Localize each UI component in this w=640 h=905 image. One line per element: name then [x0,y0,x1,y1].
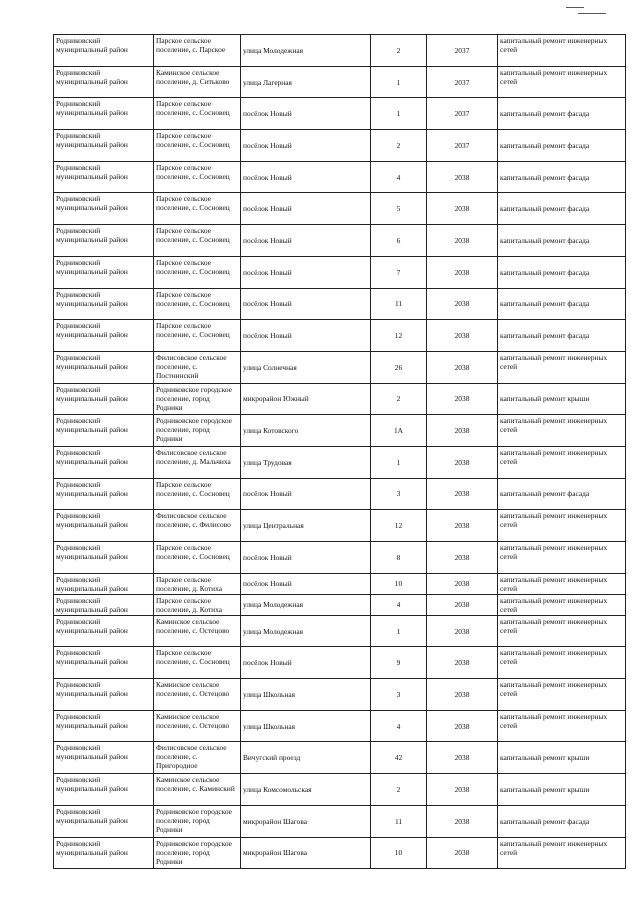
table-row [54,415,626,447]
table-row [54,742,626,774]
year-cell: 2038 [427,647,498,679]
table-row [54,225,626,257]
street-cell: улица Лагерная [241,66,371,98]
table-row [54,288,626,320]
district-cell: Родниковский муниципальный район [54,446,154,478]
street-cell: улица Комсомольская [241,774,371,806]
work-type-cell: капитальный ремонт инженерных сетей [498,647,626,679]
work-type-cell: капитальный ремонт инженерных сетей [498,415,626,447]
district-cell: Родниковский муниципальный район [54,193,154,225]
street-cell: посёлок Новый [241,98,371,130]
house-number-cell: 8 [371,542,427,574]
year-cell: 2038 [427,288,498,320]
work-type-cell: капитальный ремонт фасада [498,478,626,510]
district-cell: Родниковский муниципальный район [54,594,154,615]
settlement-cell: Парское сельское поселение, с. Сосновец [154,256,241,288]
year-cell: 2038 [427,225,498,257]
work-type-cell: капитальный ремонт фасада [498,98,626,130]
work-type-cell: капитальный ремонт крыши [498,383,626,415]
house-number-cell: 2 [371,35,427,67]
district-cell: Родниковский муниципальный район [54,615,154,647]
district-cell: Родниковский муниципальный район [54,542,154,574]
table-row [54,710,626,742]
year-cell: 2038 [427,193,498,225]
street-cell: посёлок Новый [241,288,371,320]
settlement-cell: Парское сельское поселение, с. Сосновец [154,478,241,510]
work-type-cell: капитальный ремонт фасада [498,288,626,320]
house-number-cell: 5 [371,193,427,225]
district-cell: Родниковский муниципальный район [54,478,154,510]
year-cell: 2038 [427,415,498,447]
year-cell: 2038 [427,510,498,542]
district-cell: Родниковский муниципальный район [54,415,154,447]
street-cell: микрорайон Шагова [241,837,371,869]
district-cell: Родниковский муниципальный район [54,383,154,415]
district-cell: Родниковский муниципальный район [54,805,154,837]
street-cell: улица Школьная [241,679,371,711]
house-number-cell: 1 [371,446,427,478]
work-type-cell: капитальный ремонт инженерных сетей [498,594,626,615]
district-cell: Родниковский муниципальный район [54,256,154,288]
table-row [54,256,626,288]
house-number-cell: 1А [371,415,427,447]
settlement-cell: Каминское сельское поселение, д. Ситьково [154,66,241,98]
work-type-cell: капитальный ремонт фасада [498,256,626,288]
work-type-cell: капитальный ремонт инженерных сетей [498,542,626,574]
table-row [54,320,626,352]
street-cell: улица Солнечная [241,351,371,383]
table-row [54,351,626,383]
settlement-cell: Филисовское сельское поселение, д. Мальчиха [154,446,241,478]
scan-mark [578,13,606,14]
street-cell: посёлок Новый [241,193,371,225]
work-type-cell: капитальный ремонт фасада [498,130,626,162]
house-number-cell: 12 [371,510,427,542]
street-cell: улица Центральная [241,510,371,542]
district-cell: Родниковский муниципальный район [54,710,154,742]
settlement-cell: Парское сельское поселение, д. Котиха [154,573,241,594]
year-cell: 2038 [427,478,498,510]
table-row [54,615,626,647]
street-cell: улица Котовского [241,415,371,447]
street-cell: посёлок Новый [241,256,371,288]
scan-mark [566,7,584,8]
table-row [54,383,626,415]
settlement-cell: Каминское сельское поселение, с. Остецово [154,615,241,647]
repair-schedule-table [53,34,626,869]
year-cell: 2038 [427,837,498,869]
street-cell: посёлок Новый [241,130,371,162]
work-type-cell: капитальный ремонт фасада [498,320,626,352]
year-cell: 2038 [427,351,498,383]
work-type-cell: капитальный ремонт инженерных сетей [498,710,626,742]
table-row [54,193,626,225]
year-cell: 2038 [427,742,498,774]
work-type-cell: капитальный ремонт крыши [498,742,626,774]
settlement-cell: Каминское сельское поселение, с. Остецово [154,679,241,711]
year-cell: 2038 [427,383,498,415]
street-cell: посёлок Новый [241,542,371,574]
settlement-cell: Парское сельское поселение, с. Сосновец [154,193,241,225]
year-cell: 2037 [427,130,498,162]
district-cell: Родниковский муниципальный район [54,573,154,594]
district-cell: Родниковский муниципальный район [54,130,154,162]
street-cell: посёлок Новый [241,647,371,679]
house-number-cell: 12 [371,320,427,352]
street-cell: посёлок Новый [241,320,371,352]
street-cell: посёлок Новый [241,225,371,257]
table-row [54,446,626,478]
district-cell: Родниковский муниципальный район [54,510,154,542]
settlement-cell: Родниковское городское поселение, город Родники [154,415,241,447]
house-number-cell: 11 [371,805,427,837]
year-cell: 2038 [427,573,498,594]
table-row [54,774,626,806]
district-cell: Родниковский муниципальный район [54,98,154,130]
house-number-cell: 9 [371,647,427,679]
district-cell: Родниковский муниципальный район [54,351,154,383]
house-number-cell: 1 [371,615,427,647]
district-cell: Родниковский муниципальный район [54,742,154,774]
work-type-cell: капитальный ремонт инженерных сетей [498,351,626,383]
house-number-cell: 7 [371,256,427,288]
work-type-cell: капитальный ремонт фасада [498,225,626,257]
year-cell: 2038 [427,256,498,288]
house-number-cell: 1 [371,98,427,130]
year-cell: 2038 [427,774,498,806]
year-cell: 2037 [427,66,498,98]
street-cell: улица Школьная [241,710,371,742]
year-cell: 2038 [427,679,498,711]
settlement-cell: Парское сельское поселение, с. Сосновец [154,130,241,162]
table-row [54,594,626,615]
settlement-cell: Парское сельское поселение, с. Сосновец [154,320,241,352]
house-number-cell: 3 [371,478,427,510]
street-cell: посёлок Новый [241,161,371,193]
district-cell: Родниковский муниципальный район [54,647,154,679]
settlement-cell: Каминское сельское поселение, с. Каминский [154,774,241,806]
settlement-cell: Филисовское сельское поселение, с. Постнинский [154,351,241,383]
work-type-cell: капитальный ремонт инженерных сетей [498,66,626,98]
settlement-cell: Парское сельское поселение, с. Сосновец [154,288,241,320]
table-row [54,66,626,98]
table-row [54,573,626,594]
table-row [54,98,626,130]
year-cell: 2038 [427,320,498,352]
table-row [54,805,626,837]
work-type-cell: капитальный ремонт фасада [498,193,626,225]
table-row [54,161,626,193]
district-cell: Родниковский муниципальный район [54,320,154,352]
district-cell: Родниковский муниципальный район [54,35,154,67]
settlement-cell: Филисовское сельское поселение, с. Пригородное [154,742,241,774]
house-number-cell: 4 [371,161,427,193]
district-cell: Родниковский муниципальный район [54,679,154,711]
table-row [54,647,626,679]
settlement-cell: Каминское сельское поселение, с. Остецово [154,710,241,742]
house-number-cell: 6 [371,225,427,257]
table-row [54,478,626,510]
work-type-cell: капитальный ремонт инженерных сетей [498,679,626,711]
settlement-cell: Парское сельское поселение, с. Сосновец [154,225,241,257]
district-cell: Родниковский муниципальный район [54,161,154,193]
table-body [54,35,626,869]
table-row [54,130,626,162]
house-number-cell: 4 [371,594,427,615]
table-row [54,35,626,67]
district-cell: Родниковский муниципальный район [54,837,154,869]
settlement-cell: Парское сельское поселение, с. Сосновец [154,542,241,574]
street-cell: улица Молодежная [241,594,371,615]
work-type-cell: капитальный ремонт инженерных сетей [498,35,626,67]
work-type-cell: капитальный ремонт инженерных сетей [498,615,626,647]
table-row [54,542,626,574]
house-number-cell: 3 [371,679,427,711]
settlement-cell: Родниковское городское поселение, город Родники [154,837,241,869]
year-cell: 2037 [427,35,498,67]
street-cell: микрорайон Южный [241,383,371,415]
year-cell: 2037 [427,98,498,130]
street-cell: микрорайон Шагова [241,805,371,837]
table-row [54,837,626,869]
house-number-cell: 1 [371,66,427,98]
year-cell: 2038 [427,615,498,647]
settlement-cell: Родниковское городское поселение, город Родники [154,805,241,837]
table-row [54,679,626,711]
table-row [54,510,626,542]
settlement-cell: Парское сельское поселение, с. Сосновец [154,647,241,679]
house-number-cell: 2 [371,130,427,162]
house-number-cell: 4 [371,710,427,742]
work-type-cell: капитальный ремонт фасада [498,161,626,193]
work-type-cell: капитальный ремонт инженерных сетей [498,510,626,542]
work-type-cell: капитальный ремонт фасада [498,805,626,837]
work-type-cell: капитальный ремонт крыши [498,774,626,806]
district-cell: Родниковский муниципальный район [54,225,154,257]
house-number-cell: 2 [371,383,427,415]
district-cell: Родниковский муниципальный район [54,774,154,806]
street-cell: Вичугский проезд [241,742,371,774]
settlement-cell: Парское сельское поселение, с. Сосновец [154,98,241,130]
year-cell: 2038 [427,805,498,837]
street-cell: улица Трудовая [241,446,371,478]
settlement-cell: Парское сельское поселение, с. Сосновец [154,161,241,193]
house-number-cell: 2 [371,774,427,806]
year-cell: 2038 [427,161,498,193]
street-cell: улица Молодежная [241,615,371,647]
house-number-cell: 26 [371,351,427,383]
year-cell: 2038 [427,542,498,574]
street-cell: улица Молодежная [241,35,371,67]
district-cell: Родниковский муниципальный район [54,66,154,98]
year-cell: 2038 [427,710,498,742]
year-cell: 2038 [427,446,498,478]
work-type-cell: капитальный ремонт инженерных сетей [498,573,626,594]
house-number-cell: 42 [371,742,427,774]
street-cell: посёлок Новый [241,478,371,510]
settlement-cell: Парское сельское поселение, с. Парское [154,35,241,67]
settlement-cell: Родниковское городское поселение, город Родники [154,383,241,415]
work-type-cell: капитальный ремонт инженерных сетей [498,446,626,478]
work-type-cell: капитальный ремонт инженерных сетей [498,837,626,869]
settlement-cell: Парское сельское поселение, д. Котиха [154,594,241,615]
district-cell: Родниковский муниципальный район [54,288,154,320]
house-number-cell: 10 [371,573,427,594]
settlement-cell: Филисовское сельское поселение, с. Филисово [154,510,241,542]
house-number-cell: 11 [371,288,427,320]
house-number-cell: 10 [371,837,427,869]
street-cell: посёлок Новый [241,573,371,594]
year-cell: 2038 [427,594,498,615]
